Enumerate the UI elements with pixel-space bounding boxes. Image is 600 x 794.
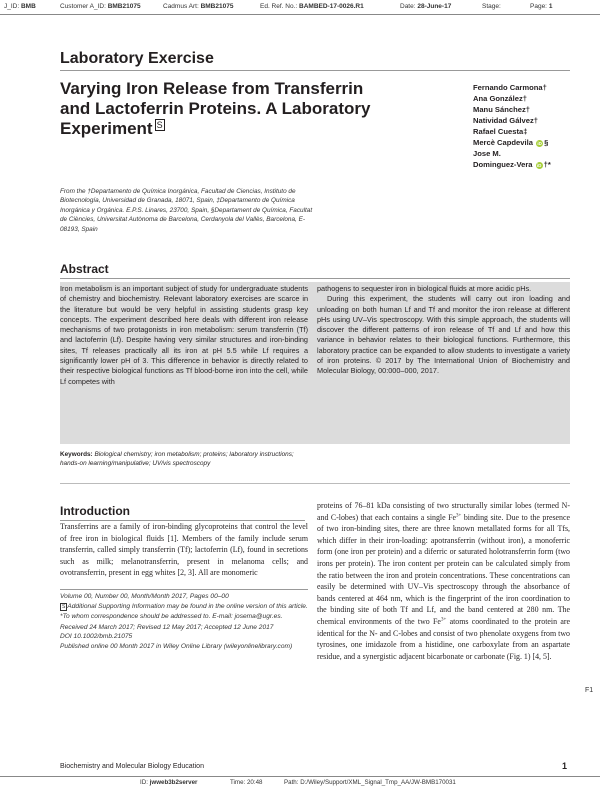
- introduction-heading: Introduction: [60, 504, 130, 518]
- section-label: Laboratory Exercise: [60, 50, 214, 67]
- jid: J_ID: BMB: [4, 3, 36, 10]
- render-time: Time: 20:48: [230, 779, 263, 786]
- notes-rule: [60, 589, 308, 590]
- author: Fernando Carmona†: [473, 83, 547, 92]
- stage: Stage:: [482, 3, 501, 10]
- affiliations: From the †Departamento de Química Inorgánica, Facultad de Ciencias, Instituto de Biotecnología, Universidad de Granada, 18071, Spain, ‡Departamento de Química Inorgánica y Orgánica. E.P.S. Linares, 23700, Spain, §Departament de Química, Facultat de Ciències, Universitat Autònoma de Barcelona, Cerdanyola del Vallès, Barcelona, E-08193, Spain: [60, 188, 313, 233]
- author: Dominguez-Vera iD †*: [473, 160, 551, 169]
- keywords-label: Keywords:: [60, 451, 93, 458]
- page-number: 1: [562, 761, 568, 771]
- server-id: ID: jwweb3b2server: [140, 779, 198, 786]
- author: Rafael Cuesta‡: [473, 127, 528, 136]
- title-text: Varying Iron Release from Transferrin and Lactoferrin Proteins. A Laboratory Experiment: [60, 79, 371, 138]
- author: Mercè Capdevila iD §: [473, 138, 549, 147]
- supporting-info-icon: S: [156, 120, 163, 130]
- orcid-icon[interactable]: iD: [536, 162, 542, 168]
- journal-name: Biochemistry and Molecular Biology Education: [60, 763, 204, 770]
- ed-ref: Ed. Ref. No.: BAMBED-17-0026.R1: [260, 3, 364, 10]
- footer-rule: [0, 776, 600, 777]
- introduction-column-1: Transferrins are a family of iron-binding glycoproteins that control the level of free iron in biological fluids [1]. Members of the family include serum transferrin, called simply transferrin (Tf); lactoferrin (Lf), found in secretions such as milk; melanotransferrin, present in melanoma cells; and ovotransferrin, present in egg whites [2, 3]. All are monomeric: [60, 522, 308, 578]
- section-rule: [60, 70, 570, 71]
- author: Jose M.: [473, 149, 501, 158]
- introduction-column-2: proteins of 76–81 kDa consisting of two structurally similar lobes (termed N- and C-lobes) that each contains a single $Fe^{3+}$ binding site. Due to the presence of two iron-binding sites, there are three known metallated forms for all Tfs, which differ in their iron-loading: apotransferrin (without iron), a monoferric form (one iron per protein) and a diferric or saturated holotransferrin form (two irons per protein). The iron content per protein can be calculated simply from the ratio between the iron and protein concentrations. These concentrations can easily be determined with UV–Vis spectroscopy through the absorbance of bands centered at 464 nm, which is the fingerprint of the iron coordination to the binding site of both Tf and Lf, and the band centered at 280 nm. The chemical environments of the two $Fe^{3+}$ atoms coordinated to the protein are identical for the N- and C-lobes and consist of two phenolate oxygens from two tyrosines, one imidazole from a histidine, one carboxylate from an aspartate residue, and a synergistic adjacent bicarbonate or carbonate (Fig. 1) [4, 5].: [317, 501, 570, 661]
- keywords-rule: [60, 483, 570, 484]
- volume-info: Volume 00, Number 00, Month/Month 2017, Pages 00–00: [60, 593, 229, 600]
- abstract-heading: Abstract: [60, 262, 109, 276]
- cadmus-art: Cadmus Art: BMB21075: [163, 3, 234, 10]
- published-online: Published online 00 Month 2017 in Wiley Online Library (wileyonlinelibrary.com): [60, 642, 293, 650]
- orcid-icon[interactable]: iD: [537, 140, 542, 146]
- production-header: [0, 0, 600, 14]
- header-rule: [0, 14, 600, 15]
- author: Manu Sánchez†: [473, 105, 530, 114]
- supporting-info-note: S Additional Supporting Information may be found in the online version of this article.: [62, 602, 308, 610]
- abstract-column-1: Iron metabolism is an important subject of study for undergraduate students of chemistry and biochemistry. Relevant laboratory exercises are scarce in the literature but would be very helpful in assisting students grasp key concepts. The experiment described here deals with different iron release mechanisms of two protagonists in iron metabolism: serum transferrin (Tf) and lactoferrin (Lf). Despite having very similar structures and iron-binding sites, Tf releases practically all its iron at pH 5.5 while Lf requires a significantly lower pH of 3. This difference in behavior is directly related to their respective biological functions as Tf blood-borne iron into the cell, while Lf competes with: [60, 284, 308, 386]
- author: Ana González†: [473, 94, 528, 103]
- figure-callout: F1: [585, 687, 594, 694]
- date: Date: 28-June-17: [400, 3, 452, 10]
- file-path: Path: D:/Wiley/Support/XML_Signal_Tmp_AA/JW-BMB170031: [284, 779, 456, 786]
- article-notes: [60, 592, 315, 651]
- keywords-text: Biological chemistry; iron metabolism; proteins; laboratory instructions; hands-on learning/manipulative; UV/vis spectroscopy: [60, 451, 294, 468]
- page: Page: 1: [530, 3, 553, 10]
- correspondence: *To whom correspondence should be addressed to. E-mail: josema@ugr.es.: [60, 613, 283, 620]
- author-list: [473, 82, 598, 170]
- received-dates: Received 24 March 2017; Revised 12 May 2017; Accepted 12 June 2017: [60, 623, 274, 631]
- keywords: [60, 450, 315, 468]
- abstract-column-2: pathogens to sequester iron in biological fluids at more acidic pHs. During this experiment, the students will carry out iron loading and unloading on both human Lf and Tf and monitor the iron release at different pHs using UV–Vis spectroscopy. With this simple approach, the students will discover the different patterns of iron release of Tf and Lf and how this variance in behavior relates to their biological functions. Furthermore, this laboratory practice can be expanded to allow students to investigate a variety of iron proteins. © 2017 by The International Union of Biochemistry and Molecular Biology, 00:000–000, 2017.: [317, 284, 570, 376]
- article-title: [60, 79, 380, 139]
- author: Natividad Gálvez†: [473, 116, 538, 125]
- customer-id: Customer A_ID: BMB21075: [60, 3, 141, 10]
- doi[interactable]: DOI 10.1002/bmb.21075: [60, 633, 133, 640]
- supporting-info-icon: S: [62, 603, 66, 610]
- abstract-rule: [60, 278, 570, 279]
- abstract-box: [60, 282, 570, 444]
